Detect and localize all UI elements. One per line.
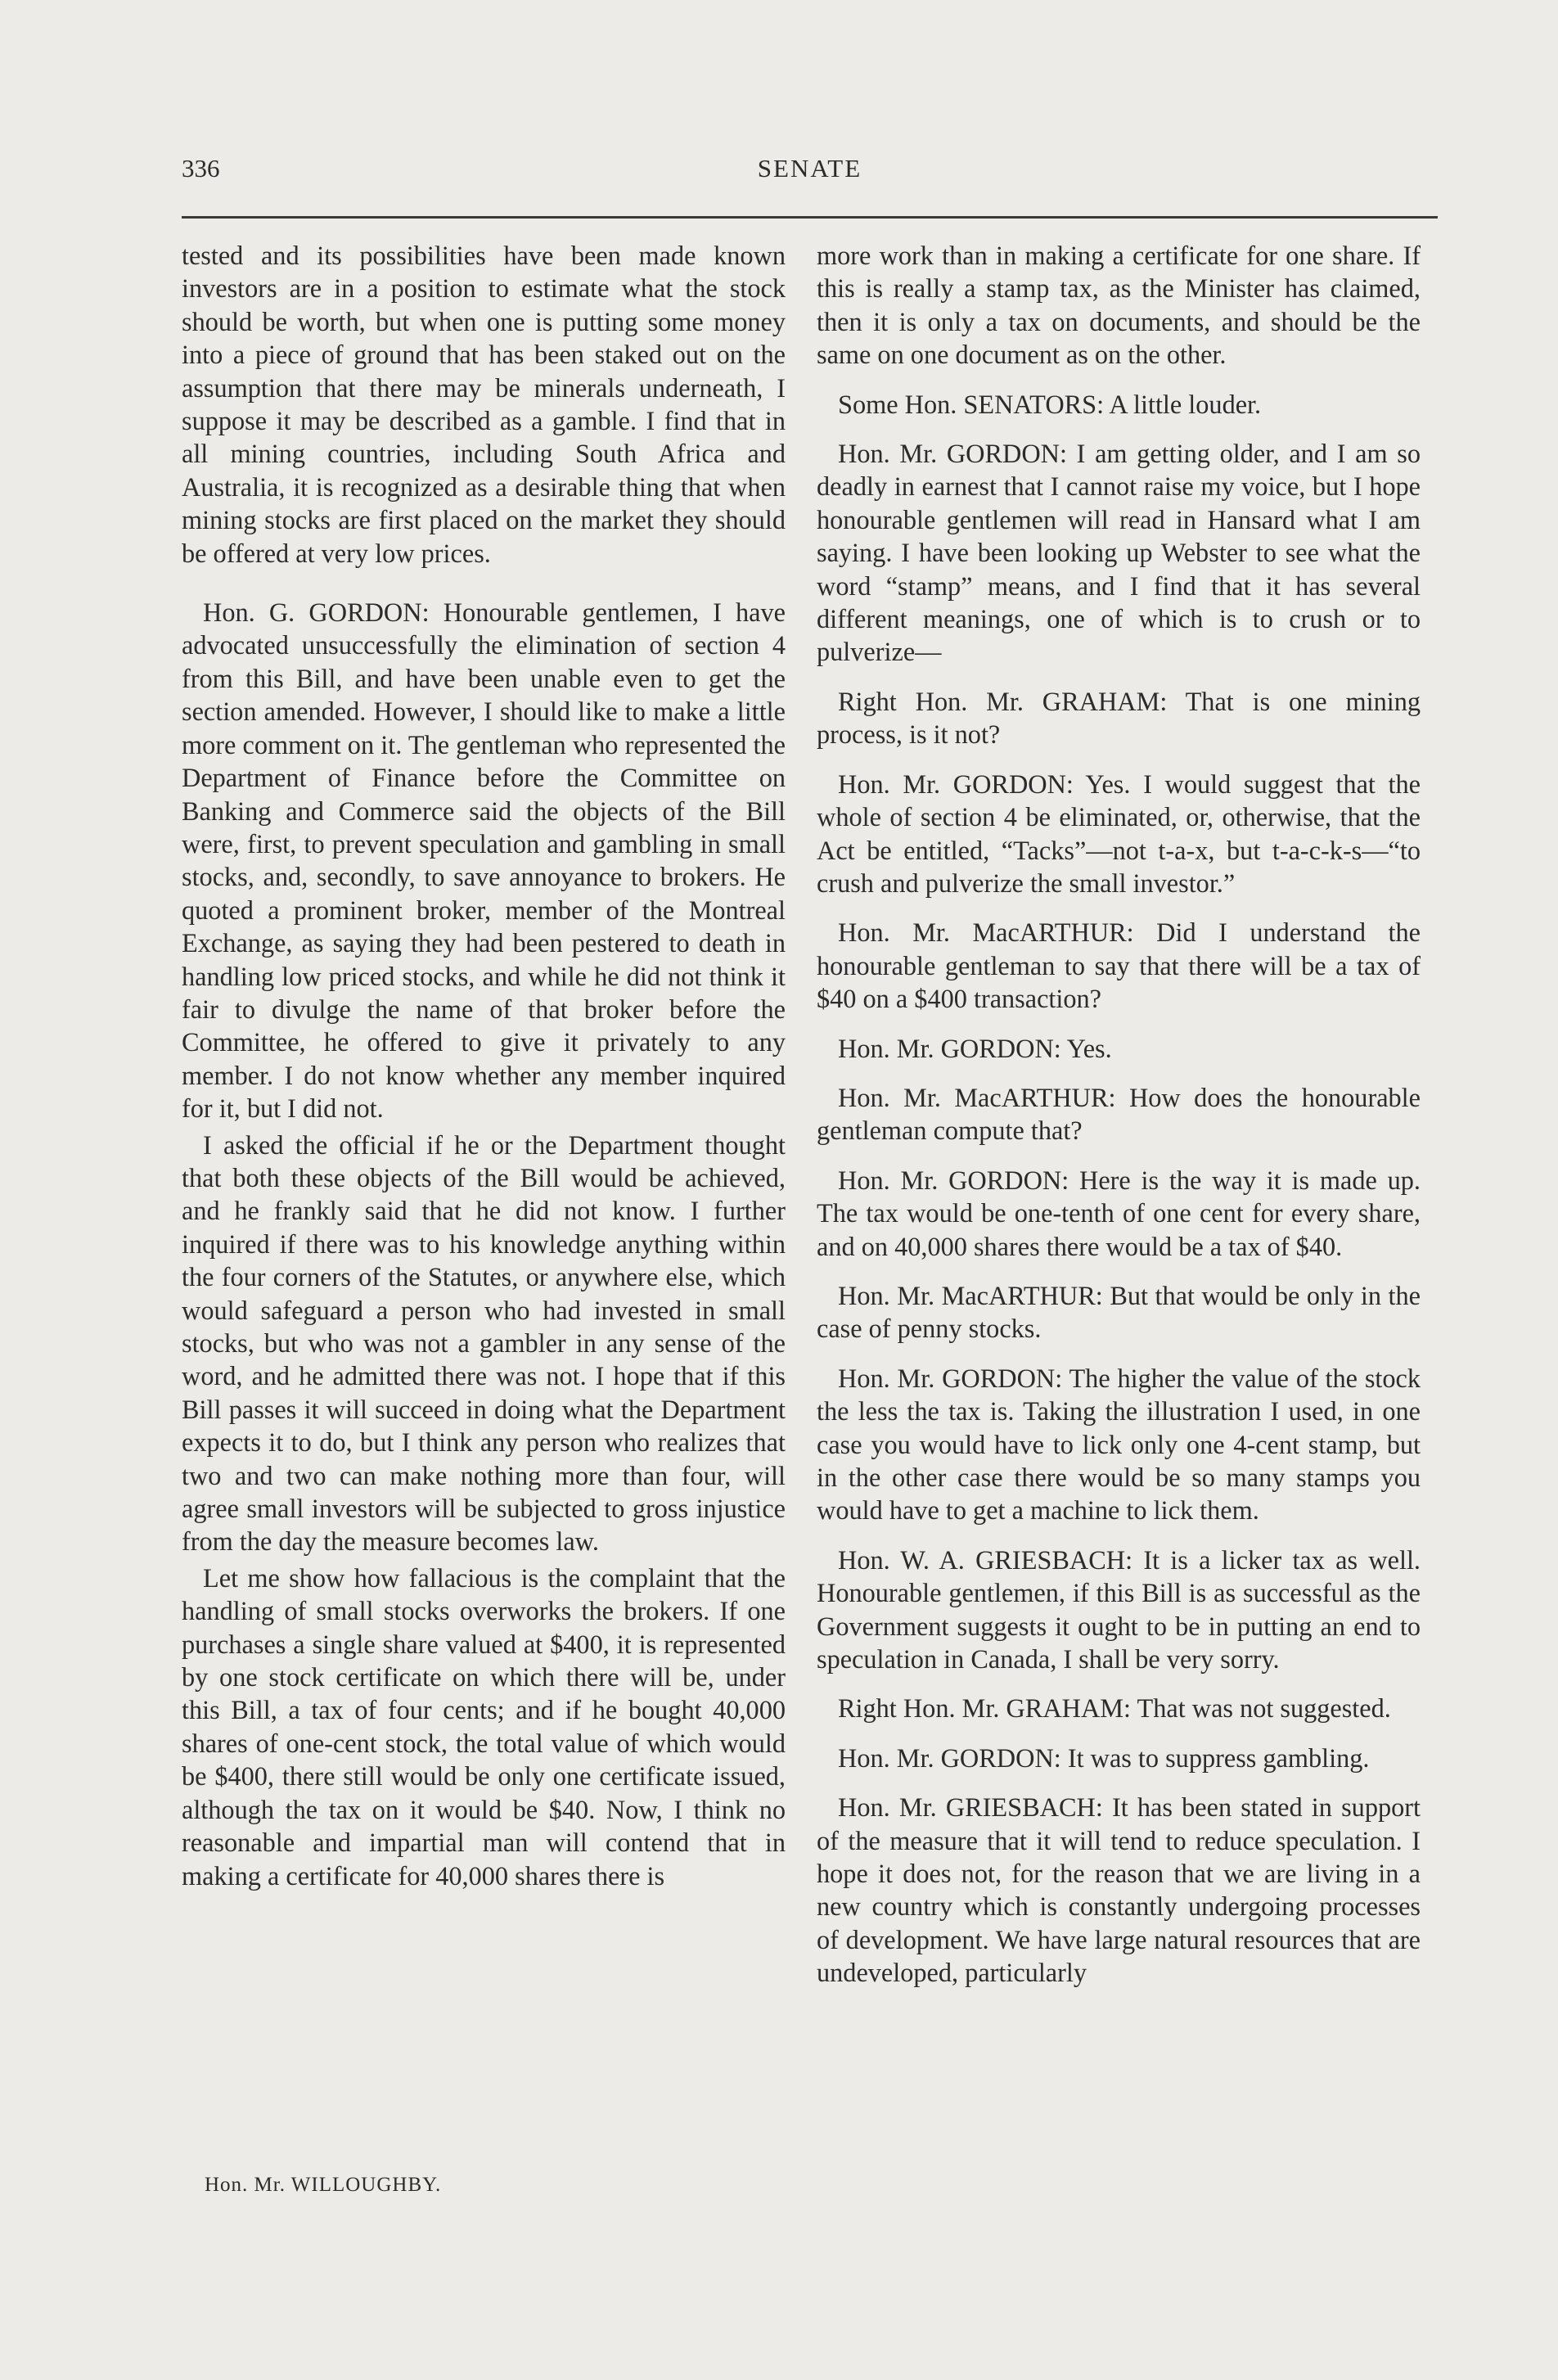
paragraph: Hon. Mr. GORDON: I am getting older, and I am so deadly in earnest that I cannot raise my voice, but I hope honourable gentlemen will read in Hansard what I am saying. I have been looking up Webster to see what the word “stamp” means, and I find that it has several different meanings, one of which is to crush or to pulverize— [817,439,1421,667]
paragraph: Hon. Mr. GORDON: The higher the value of the stock the less the tax is. Taking the illustration I used, in one case you would have to lick only one 4-cent stamp, but in the other case there would be so many stamps you would have to get a machine to lick them. [817,1363,1421,1526]
left-column [182,239,786,1892]
paragraph: Hon. Mr. MacARTHUR: Did I understand the honourable gentleman to say that there will be a tax of $40 on a $400 transaction? [817,917,1421,1014]
paragraph: Right Hon. Mr. GRAHAM: That was not suggested. [838,1693,1391,1724]
paragraph: I asked the official if he or the Department thought that both these objects of the Bill would be achieved, and he frankly said that he did not know. I further inquired if there was to his knowledge anything within the four corners of the Statutes, or anywhere else, which would safeguard a person who had invested in small stocks, but who was not a gambler in any sense of the word, and he admitted there was not. I hope that if this Bill passes it will succeed in doing what the Department expects it to do, but I think any person who realizes that two and two can make nothing more than four, will agree small investors will be subjected to gross injustice from the day the measure becomes law. [182,1129,786,1557]
paragraph: more work than in making a certificate for one share. If this is really a stamp tax, as the Minister has claimed, then it is only a tax on documents, and should be the same on one document as on the other. [817,241,1421,370]
paragraph: tested and its possibilities have been made known investors are in a position to estimate what the stock should be worth, but when one is putting some money into a piece of ground that has been staked out on the assumption that there may be minerals underneath, I suppose it may be described as a gamble. I find that in all mining countries, including South Africa and Australia, it is recognized as a desirable thing that when mining stocks are first placed on the market they should be offered at very low prices. [182,241,786,568]
paragraph: Hon. Mr. MacARTHUR: How does the honourable gentleman compute that? [817,1082,1421,1146]
paragraph: Hon. W. A. GRIESBACH: It is a licker tax as well. Honourable gentlemen, if this Bill is as successful as the Government suggests it ought to be in putting an end to speculation in Canada, I shall be very sorry. [817,1544,1421,1675]
paragraph: Right Hon. Mr. GRAHAM: That is one mining process, is it not? [817,686,1421,750]
paragraph: Hon. Mr. GRIESBACH: It has been stated in support of the measure that it will tend to reduce speculation. I hope it does not, for the reason that we are living in a new country which is constantly undergoing processes of development. We have large natural resources that are undeveloped, particularly [817,1792,1421,1988]
paragraph: Hon. Mr. GORDON: Yes. [838,1033,1112,1063]
page-header [182,154,1438,195]
paragraph: Hon. Mr. GORDON: Yes. I would suggest that the whole of section 4 be eliminated, or, otherwise, that the Act be entitled, “Tacks”—not t-a-x, but t-a-c-k-s—“to crush and pulverize the small investor.” [817,769,1421,898]
paragraph: Hon. Mr. GORDON: Here is the way it is made up. The tax would be one-tenth of one cent for every share, and on 40,000 shares there would be a tax of $40. [817,1165,1421,1261]
paragraph: Some Hon. SENATORS: A little louder. [838,389,1262,419]
paragraph: Hon. Mr. GORDON: It was to suppress gambling. [838,1742,1370,1773]
header-rule [182,216,1438,219]
paragraph: Hon. Mr. MacARTHUR: But that would be only in the case of penny stocks. [817,1280,1421,1344]
page-number: 336 [182,154,220,183]
right-column [817,239,1421,1990]
page-footer: Hon. Mr. WILLOUGHBY. [205,2174,442,2196]
paragraph: Let me show how fallacious is the complaint that the handling of small stocks overworks the brokers. If one purchases a single share valued at $400, it is represented by one stock certificate on which there will be, under this Bill, a tax of four cents; and if he bought 40,000 shares of one-cent stock, the total value of which would be $400, there still would be only one certificate issued, although the tax on it would be $40. Now, I think no reasonable and impartial man will contend that in making a certificate for 40,000 shares there is [182,1562,786,1891]
paragraph: Hon. G. GORDON: Honourable gentlemen, I have advocated unsuccessfully the elimination of section 4 from this Bill, and have been unable even to get the section amended. However, I should like to make a little more comment on it. The gentleman who represented the Department of Finance before the Committee on Banking and Commerce said the objects of the Bill were, first, to prevent speculation and gambling in small stocks, and, secondly, to save annoyance to brokers. He quoted a prominent broker, member of the Montreal Exchange, as saying they had been pestered to death in handling low priced stocks, and while he did not think it fair to divulge the name of that broker before the Committee, he offered to give it privately to any member. I do not know whether any member inquired for it, but I did not. [182,597,786,1124]
running-head: SENATE [757,154,862,183]
